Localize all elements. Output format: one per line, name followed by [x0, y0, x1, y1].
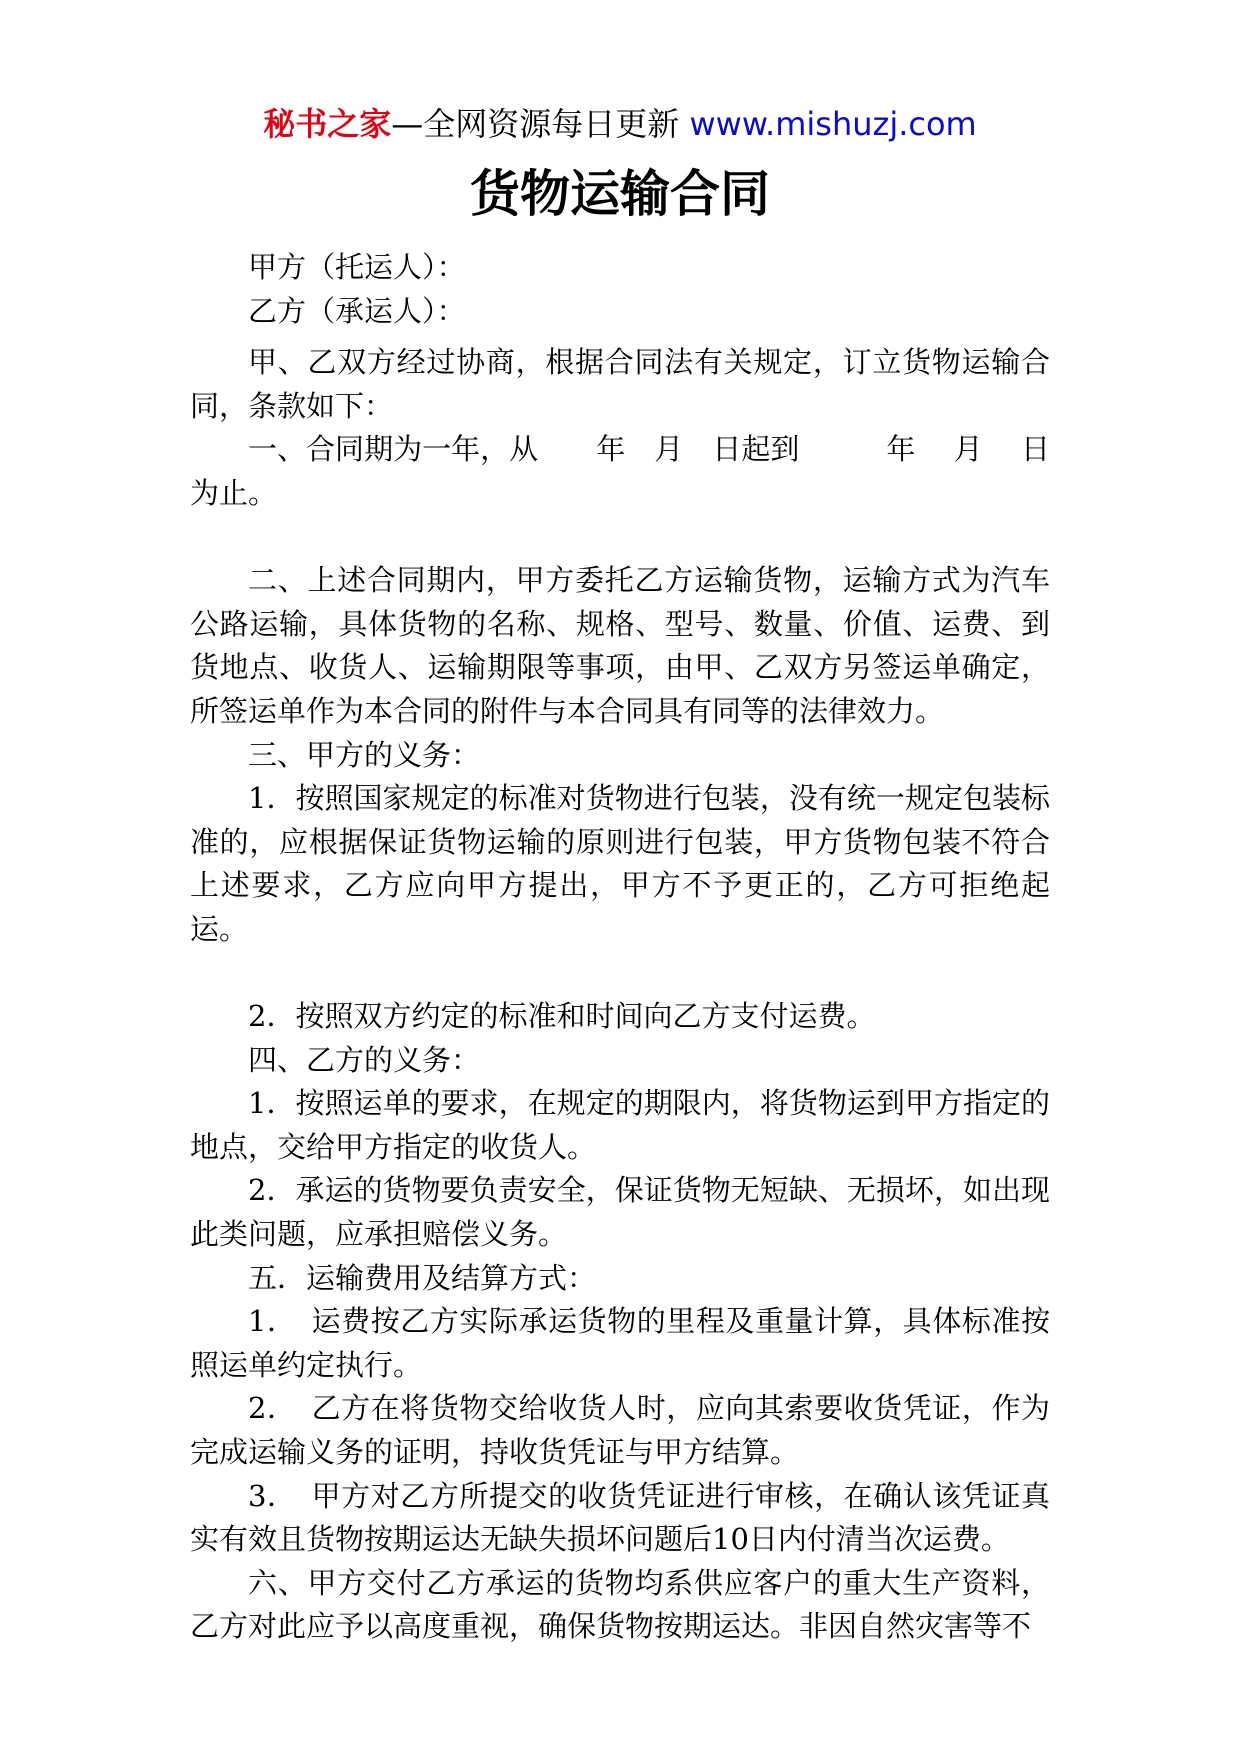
blank-line — [190, 952, 1050, 996]
clause-4-item-2: 2．承运的货物要负责安全，保证货物无短缺、无损坏，如出现此类问题，应承担赔偿义务。 — [190, 1173, 1050, 1252]
banner-url-link[interactable]: www.mishuzj.com — [689, 105, 977, 143]
clause-5-item-3: 3． 甲方对乙方所提交的收货凭证进行审核，在确认该凭证真实有效且货物按期运达无缺失损坏问题后10日内付清当次运费。 — [190, 1478, 1050, 1557]
clause-3-item-1: 1．按照国家规定的标准对货物进行包装，没有统一规定包装标准的，应根据保证货物运输的原则进行包装，甲方货物包装不符合上述要求，乙方应向甲方提出，甲方不予更正的，乙方可拒绝起运。 — [190, 781, 1050, 946]
document-body — [190, 246, 1050, 1649]
clause-5-item-2: 2． 乙方在将货物交给收货人时，应向其索要收货凭证，作为完成运输义务的证明，持收货凭证与甲方结算。 — [190, 1391, 1050, 1470]
clause-4-item-1: 1．按照运单的要求，在规定的期限内，将货物运到甲方指定的地点，交给甲方指定的收货人。 — [190, 1086, 1050, 1164]
banner-brand: 秘书之家 — [263, 105, 392, 143]
banner-tagline: —全网资源每日更新 — [391, 105, 680, 143]
blank-line — [190, 516, 1050, 560]
clause-5-item-1: 1． 运费按乙方实际承运货物的里程及重量计算，具体标准按照运单约定执行。 — [190, 1304, 1050, 1382]
party-a-line: 甲方（托运人）： — [248, 250, 466, 284]
document-title: 货物运输合同 — [470, 165, 770, 223]
clause-1-paragraph: 一、合同期为一年，从 年 月 日起到 年 月 日为止。 — [190, 432, 1050, 510]
clause-2-paragraph: 二、上述合同期内，甲方委托乙方运输货物，运输方式为汽车公路运输，具体货物的名称、规格、型号、数量、价值、运费、到货地点、收货人、运输期限等事项，由甲、乙双方另签运单确定，所签运单作为本合同的附件与本合同具有同等的法律效力。 — [190, 563, 1050, 728]
clause-6-paragraph: 六、甲方交付乙方承运的货物均系供应客户的重大生产资料，乙方对此应予以高度重视，确保货物按期运达。非因自然灾害等不 — [190, 1565, 1050, 1644]
clause-3-item-2: 2．按照双方约定的标准和时间向乙方支付运费。 — [248, 999, 876, 1034]
party-b-line: 乙方（承运人）： — [248, 293, 466, 328]
clause-3-heading: 三、甲方的义务： — [248, 737, 481, 772]
clause-4-heading: 四、乙方的义务： — [248, 1042, 481, 1077]
clause-5-heading: 五．运输费用及结算方式： — [248, 1260, 597, 1295]
site-banner — [0, 104, 1240, 144]
intro-paragraph: 甲、乙双方经过协商，根据合同法有关规定，订立货物运输合同，条款如下： — [190, 345, 1050, 423]
